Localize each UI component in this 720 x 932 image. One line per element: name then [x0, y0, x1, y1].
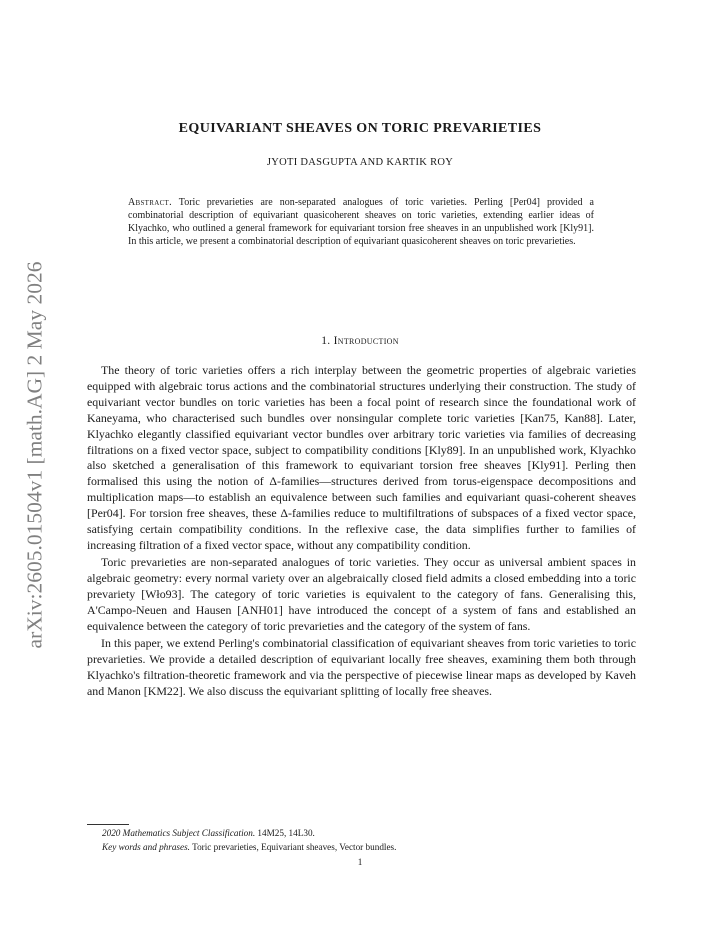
paper-title: EQUIVARIANT SHEAVES ON TORIC PREVARIETIES [178, 121, 542, 136]
paragraph: In this paper, we extend Perling's combinatorial classification of equivariant sheaves from toric varieties to toric prevarieties. We provide a detailed description of equivariant locally free sheaves, examining them both through Klyachko's filtration-theoretic framework and via the perspective of piecewise linear maps as developed by Kaveh and Manon [KM22]. We also discuss the equivariant splitting of locally free sheaves. [87, 635, 636, 698]
msc-value: 14M25, 14L30. [257, 828, 315, 838]
msc-label: 2020 Mathematics Subject Classification. [102, 828, 256, 838]
footnote-msc [102, 828, 642, 838]
keywords-value: Toric prevarieties, Equivariant sheaves, Vector bundles. [192, 842, 397, 852]
paper-authors: JYOTI DASGUPTA AND KARTIK ROY [266, 157, 454, 168]
abstract [128, 196, 594, 248]
footnote-keywords [102, 842, 642, 852]
paragraph: Toric prevarieties are non-separated analogues of toric varieties. They occur as universal ambient spaces in algebraic geometry: every normal variety over an algebraically closed field admits a closed embedding into a toric prevariety [Wło93]. The category of toric varieties is equivalent to the category of fans. Generalising this, A'Campo-Neuen and Hausen [ANH01] have introduced the concept of a system of fans and established an equivalence between the category of toric prevarieties and the category of the system of fans. [87, 555, 636, 633]
abstract-label: Abstract. [128, 197, 172, 208]
section-number: 1. [321, 335, 331, 347]
body-text [87, 363, 636, 701]
section-heading [0, 335, 720, 347]
arxiv-sidebar-stamp [18, 245, 52, 665]
arxiv-id-text: arXiv:2605.01504v1 [math.AG] 2 May 2026 [22, 261, 47, 649]
page-number: 1 [357, 857, 363, 867]
footnote-rule [87, 824, 129, 825]
abstract-text: Toric prevarieties are non-separated analogues of toric varieties. Perling [Per04] provided a combinatorial description of equivariant quasicoherent sheaves on toric varieties, extending earlier ideas of Klyachko, who outlined a general framework for equivariant torsion free sheaves in an unpublished work [Kly91]. In this article, we present a combinatorial description of equivariant quasicoherent sheaves on toric prevarieties. [128, 197, 594, 248]
section-title: Introduction [333, 335, 399, 347]
paragraph: The theory of toric varieties offers a rich interplay between the geometric properties of algebraic varieties equipped with algebraic torus actions and the combinatorial structures underlying their construction. The study of equivariant vector bundles on toric varieties has been a focal point of research since the foundational work of Kaneyama, who characterised such bundles over nonsingular complete toric varieties [Kan75, Kan88]. Later, Klyachko elegantly classified equivariant vector bundles over arbitrary toric varieties via families of decreasing filtrations on a fixed vector space, subject to compatibility conditions [Kly89]. In an unpublished work, Klyachko also sketched a generalisation of this framework to equivariant torsion free sheaves [Kly91]. Perling then formalised this using the notion of Δ-families—structures derived from torus-eigenspace decompositions and multiplication maps—to establish an equivalence between such families and equivariant quasi-coherent sheaves [Per04]. For torsion free sheaves, these Δ-families reduce to multifiltrations of subspaces of a fixed vector space, satisfying certain compatibility conditions. In the reflexive case, the data simplifies further to families of increasing filtration of a fixed vector space, without any compatibility condition. [87, 363, 636, 552]
keywords-label: Key words and phrases. [102, 842, 190, 852]
